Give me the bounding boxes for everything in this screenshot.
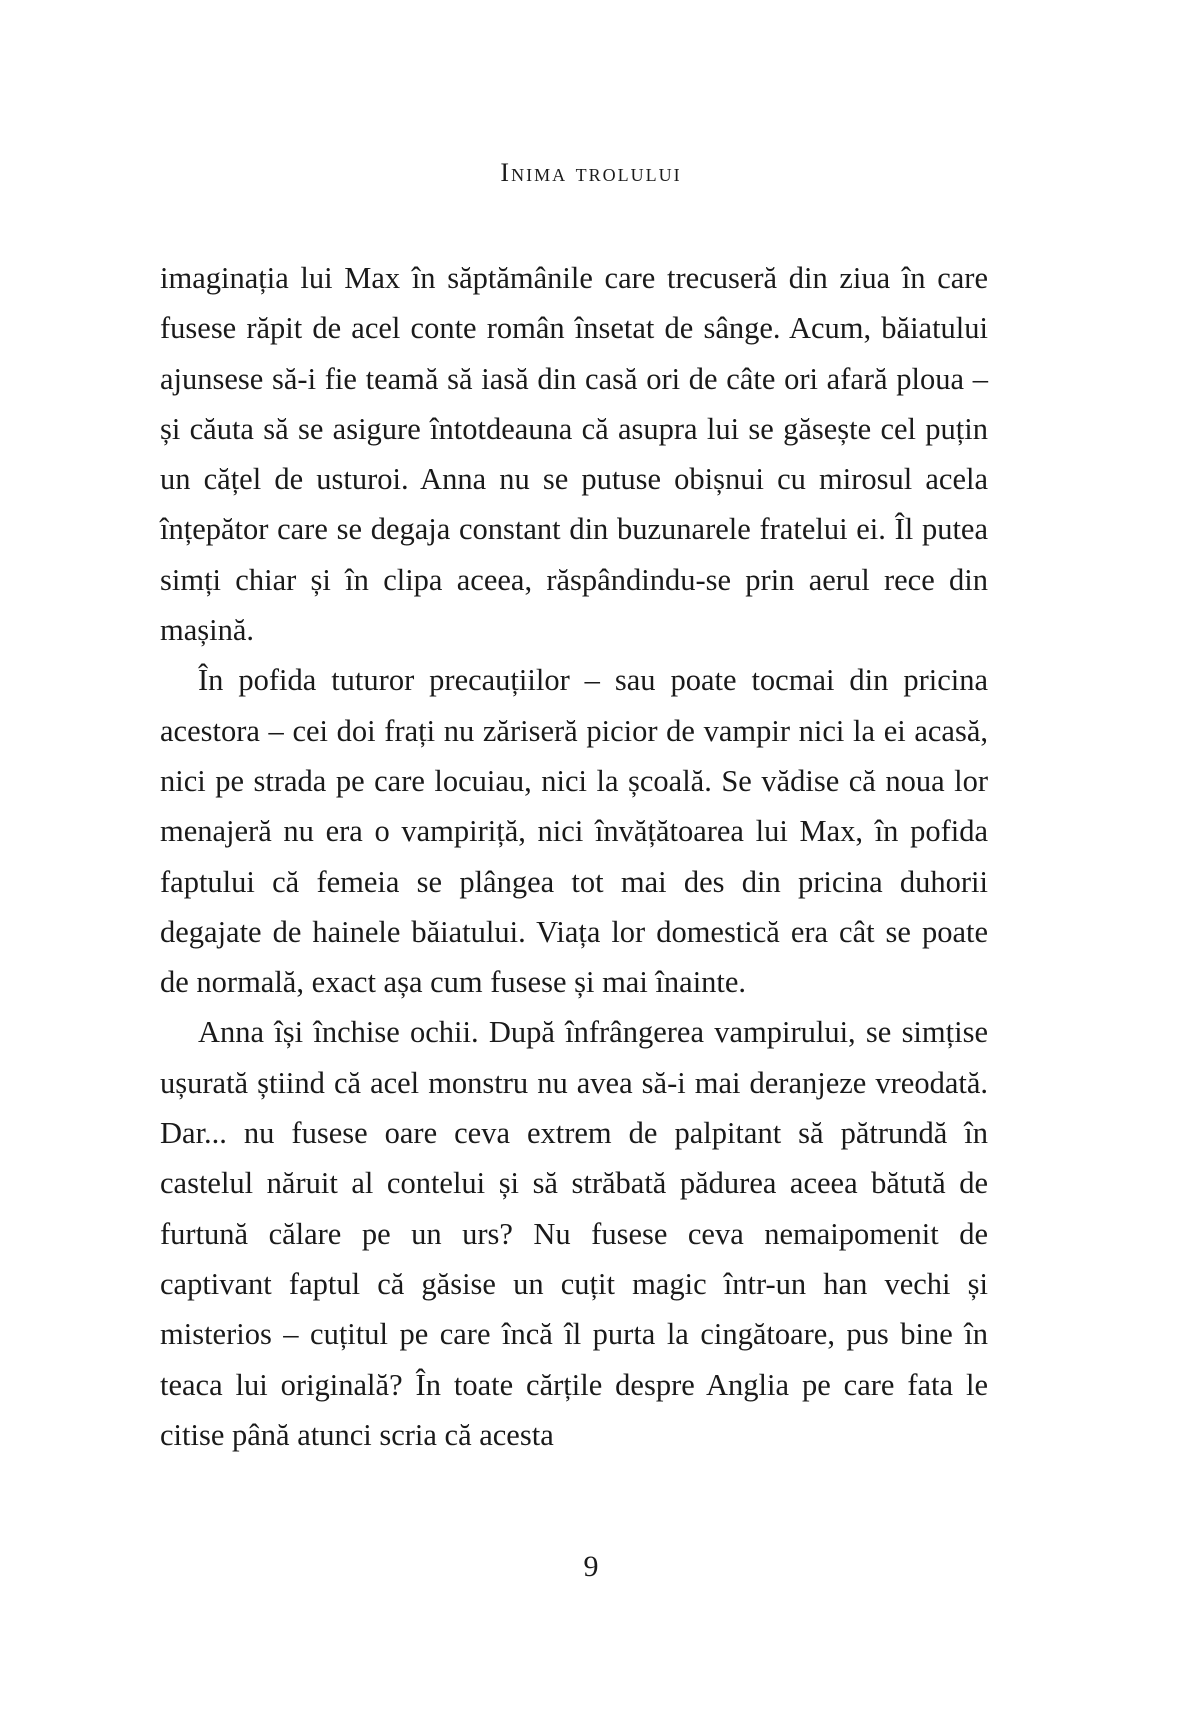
paragraph-3: Anna își închise ochii. După înfrângerea vampirului, se simțise ușurată știind că acel monstru nu avea să-i mai deranjeze vreodată. Dar... nu fusese oare ceva extrem de palpitant să pătrundă în castelul năruit al contelui și să străbată pădurea aceea bătută de furtună călare pe un urs? Nu fusese ceva nemaipomenit de captivant faptul că găsise un cuțit magic într-un han vechi și misterios – cuțitul pe care încă îl purta la cingătoare, pus bine în teaca lui originală? În toate cărțile despre Anglia pe care fata le citise până atunci scria că acesta bbox=[160, 1015, 988, 1452]
running-head-title: Inima trolului bbox=[500, 158, 682, 187]
paragraph-2: În pofida tuturor precauțiilor – sau poate tocmai din pricina acestora – cei doi frați nu zăriseră picior de vampir nici la ei acasă, nici pe strada pe care locuiau, nici la școală. Se vădise că noua lor menajeră nu era o vampiriță, nici învățătoarea lui Max, în pofida faptului că femeia se plângea tot mai des din pricina duhorii degajate de hainele băiatului. Viața lor domestică era cât se poate de normală, exact așa cum fusese și mai înainte. bbox=[160, 663, 988, 1000]
body-text bbox=[160, 253, 988, 1460]
paragraph-1: imaginația lui Max în săptămânile care trecuseră din ziua în care fusese răpit de acel conte român însetat de sânge. Acum, băiatului ajunsese să-i fie teamă să iasă din casă ori de câte ori afară ploua – și căuta să se asigure întotdeauna că asupra lui se găsește cel puțin un cățel de usturoi. Anna nu se putuse obișnui cu mirosul acela înțepător care se degaja constant din buzunarele fratelui ei. Îl putea simți chiar și în clipa aceea, răspândindu-se prin aerul rece din mașină. bbox=[160, 261, 988, 648]
page-number: 9 bbox=[583, 1550, 599, 1583]
